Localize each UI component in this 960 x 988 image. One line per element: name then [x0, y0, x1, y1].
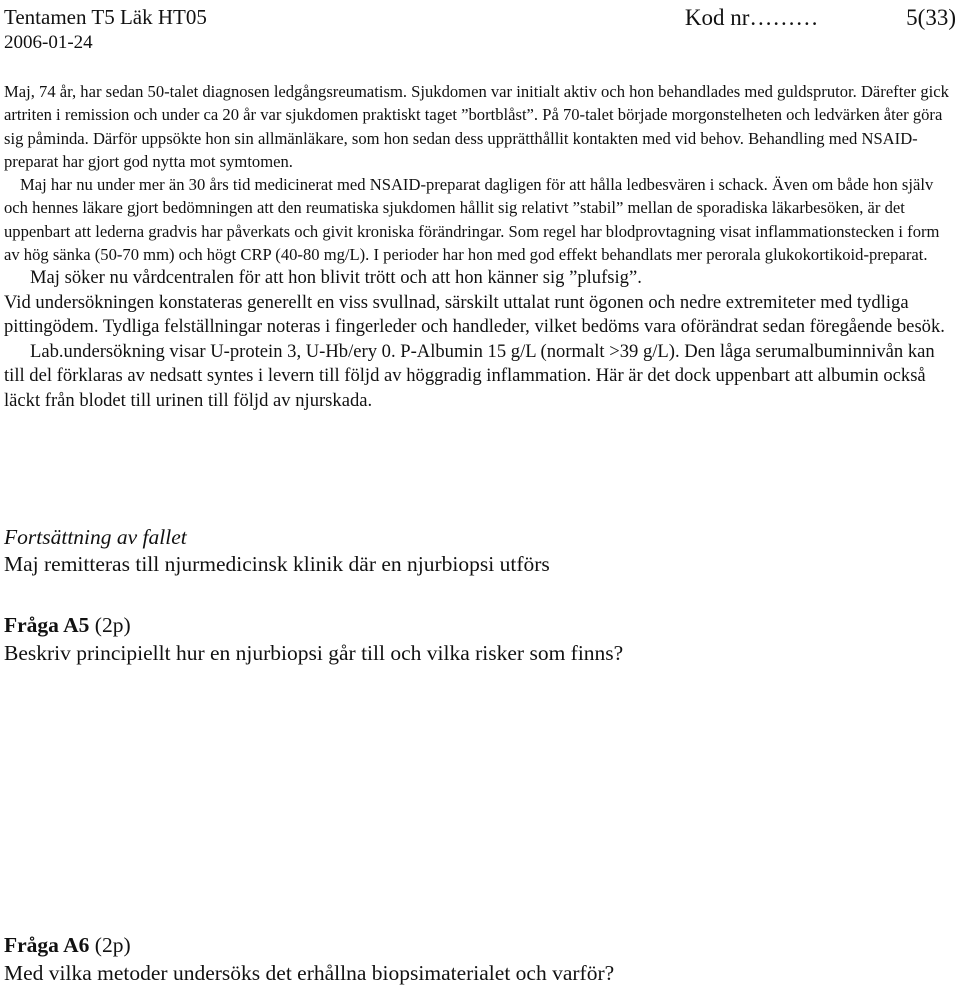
question-points: (2p) [94, 613, 131, 637]
question-label: Fråga A6 [4, 933, 90, 957]
case-continuation [4, 524, 550, 578]
exam-title: Tentamen T5 Läk HT05 [4, 5, 207, 29]
case-description [4, 80, 956, 413]
question-label: Fråga A5 [4, 613, 90, 637]
question-text: Beskriv principiellt hur en njurbiopsi går till och vilka risker som finns? [4, 641, 624, 665]
continuation-text: Maj remitteras till njurmedicinsk klinik där en njurbiopsi utförs [4, 552, 550, 576]
question-a6 [4, 931, 614, 987]
continuation-heading: Fortsättning av fallet [4, 525, 187, 549]
case-paragraph: Maj söker nu vårdcentralen för att hon blivit trött och att hon känner sig ”plufsig”. [30, 267, 642, 289]
question-heading [4, 611, 623, 639]
exam-date: 2006-01-24 [4, 32, 93, 53]
question-points: (2p) [94, 933, 131, 957]
question-a5 [4, 611, 623, 667]
exam-page [4, 0, 956, 988]
question-text: Med vilka metoder undersöks det erhållna biopsimaterialet och varför? [4, 961, 615, 985]
code-number-field: Kod nr……… [684, 5, 819, 30]
question-heading [4, 931, 614, 959]
case-paragraph: Lab.undersökning visar U-protein 3, U-Hb/ery 0. P-Albumin 15 g/L (normalt >39 g/L). Den låga serumalbuminnivån kan till del förklaras av nedsatt syntes i levern till följd av höggradig inflammation. Här är det dock uppenbart att albumin också läckt från blodet till urinen till följd av njurskada. [4, 340, 935, 411]
case-paragraph: Maj har nu under mer än 30 års tid medicinerat med NSAID-preparat dagligen för att hålla ledbesvären i schack. Även om både hon själv och hennes läkare gjort bedömningen att den reumatiska sjukdomen hållit sig relativt ”stabil” mellan de sporadiska läkarbesöken, är det uppenbart att lederna gradvis har påverkats och givit kroniska förändringar. Som regel har blodprovtagning visat inflammationstecken i form av hög sänka (50-70 mm) och högt CRP (40-80 mg/L). I perioder har hon med god effekt behandlats mer perorala glukokortikoid-preparat. [4, 175, 940, 265]
page-header [4, 5, 956, 53]
case-paragraph: Maj, 74 år, har sedan 50-talet diagnosen ledgångsreumatism. Sjukdomen var initialt aktiv och hon behandlades med guldsprutor. Därefter gick artriten i remission och under ca 20 år var sjukdomen praktiskt taget ”bortblåst”. På 70-talet började morgonstelheten och ledvärken åter göra sig påminda. Därför uppsökte hon sin allmänläkare, som hon sedan dess upprätthållit kontakten med vid behov. Behandling med NSAID-preparat har gjort god nytta mot symtomen. [4, 82, 949, 171]
page-number: 5(33) [906, 5, 956, 30]
case-paragraph: Vid undersökningen konstateras generellt en viss svullnad, särskilt uttalat runt ögonen och nedre extremiteter med tydliga pittingödem. Tydliga felställningar noteras i fingerleder och handleder, vilket bedöms vara oförändrat sedan föregående besök. [4, 291, 945, 338]
code-and-page [685, 5, 956, 31]
